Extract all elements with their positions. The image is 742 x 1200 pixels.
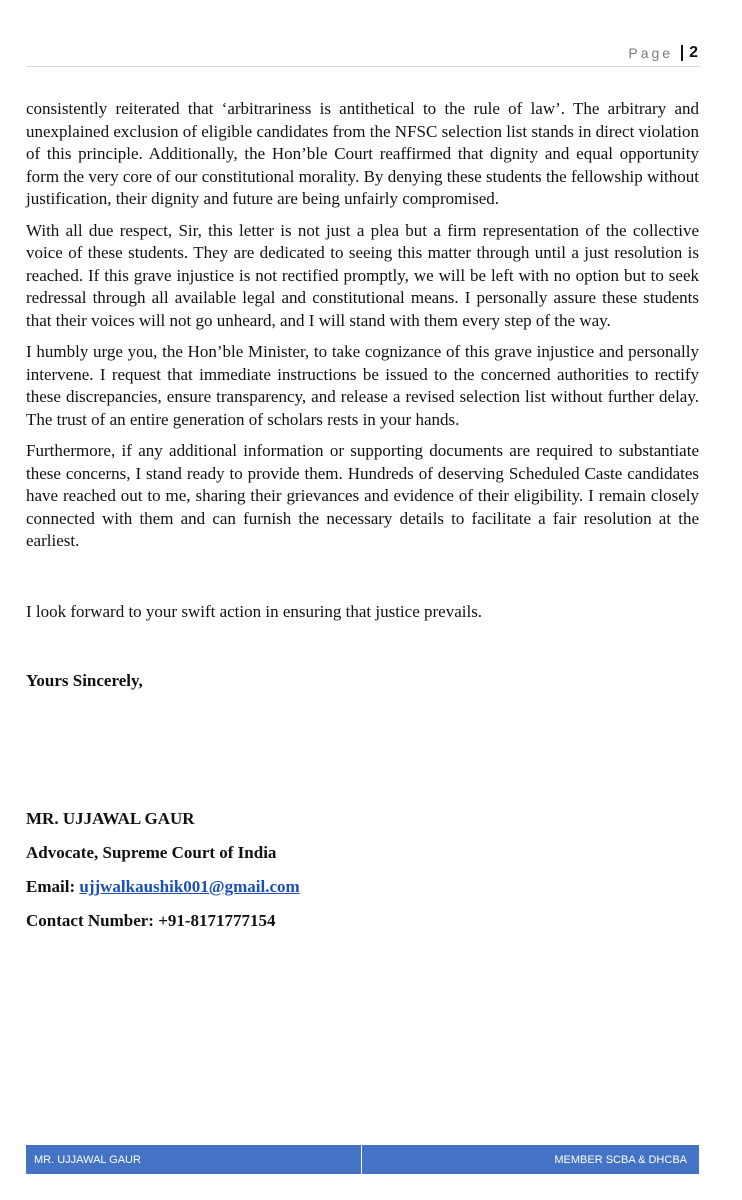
closing-line: I look forward to your swift action in ensuring that justice prevails. xyxy=(26,602,483,621)
sign-off: Yours Sincerely, xyxy=(26,671,143,690)
header-divider xyxy=(681,45,683,61)
letter-body xyxy=(26,98,699,562)
footer-bar xyxy=(26,1145,699,1174)
footer-right: MEMBER SCBA & DHCBA xyxy=(554,1153,687,1166)
paragraph-2: With all due respect, Sir, this letter is not just a plea but a firm representation of the collective voice of these students. They are dedicated to seeing this matter through until a just resolution is reached. If this grave injustice is not rectified promptly, we will be left with no option but to seek redressal through all available legal and constitutional means. I personally assure these students that their voices will not go unheard, and I will stand with them every step of the way. xyxy=(26,220,699,330)
paragraph-1: consistently reiterated that ‘arbitrariness is antithetical to the rule of law’. The arbitrary and unexplained exclusion of eligible candidates from the NFSC selection list stands in direct violation of this principle. Additionally, the Hon’ble Court reaffirmed that dignity and equal opportunity form the very core of our constitutional morality. By denying these students the fellowship without justification, their dignity and future are being unfairly compromised. xyxy=(26,99,699,208)
paragraph-4: Furthermore, if any additional information or supporting documents are required to substantiate these concerns, I stand ready to provide them. Hundreds of deserving Scheduled Caste candidates have reached out to me, sharing their grievances and evidence of their eligibility. I remain closely connected with them and can furnish the necessary details to facilitate a fair resolution at the earliest. xyxy=(26,441,699,550)
header-rule xyxy=(26,66,700,67)
signatory-title: Advocate, Supreme Court of India xyxy=(26,843,277,862)
page-label: Page xyxy=(628,45,674,61)
paragraph-3: I humbly urge you, the Hon’ble Minister, to take cognizance of this grave injustice and personally intervene. I request that immediate instructions be issued to the concerned authorities to rectify these discrepancies, ensure transparency, and release a revised selection list without further delay. The trust of an entire generation of scholars rests in your hands. xyxy=(26,342,699,429)
signatory-name: MR. UJJAWAL GAUR xyxy=(26,809,195,828)
contact-number: Contact Number: +91-8171777154 xyxy=(26,911,276,930)
email-line xyxy=(26,876,300,910)
page-number: 2 xyxy=(689,44,698,61)
page-number-header xyxy=(628,44,698,62)
signature-block xyxy=(26,808,300,944)
email-label: Email: xyxy=(26,877,76,896)
footer-left: MR. UJJAWAL GAUR xyxy=(26,1145,362,1174)
email-link[interactable]: ujjwalkaushik001@gmail.com xyxy=(79,877,300,896)
